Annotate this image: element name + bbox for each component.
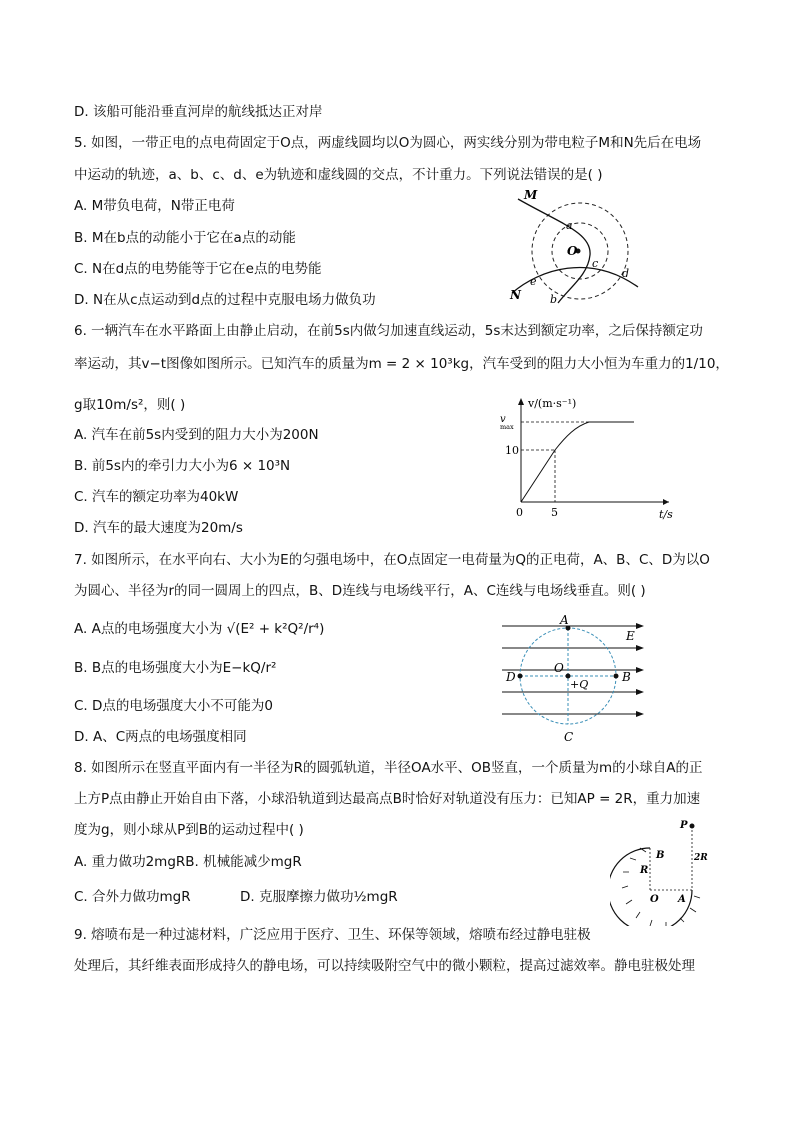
q6-option-d: D. 汽车的最大速度为20m/s — [74, 520, 243, 536]
tick-5: 5 — [551, 506, 558, 519]
label-a: A — [560, 614, 569, 627]
q5-stem-2: 中运动的轨迹，a、b、c、d、e为轨迹和虚线圆的交点，不计重力。下列说法错误的是( ) — [74, 167, 603, 183]
q6-option-a: A. 汽车在前5s内受到的阻力大小为200N — [74, 427, 319, 443]
q5-option-b: B. M在b点的动能小于它在a点的动能 — [74, 230, 296, 246]
q6-figure — [494, 392, 684, 522]
q5-option-c: C. N在d点的电势能等于它在e点的电势能 — [74, 261, 322, 277]
label-n: N — [510, 288, 521, 302]
arrow-3 — [636, 667, 644, 673]
q8-figure — [610, 818, 710, 926]
q9-stem-1: 9. 熔喷布是一种过滤材料，广泛应用于医疗、卫生、环保等领域，熔喷布经过静电驻极 — [74, 927, 591, 943]
tick-10: 10 — [505, 444, 519, 457]
q7-figure — [496, 614, 656, 746]
label-a: a — [566, 219, 573, 232]
v-t-curve — [521, 422, 634, 502]
q6-option-c: C. 汽车的额定功率为40kW — [74, 489, 239, 505]
point-b — [614, 674, 619, 679]
label-c: c — [592, 257, 599, 270]
q6-stem-3: g取10m/s²，则( ) — [74, 397, 186, 413]
arrow-5 — [636, 711, 644, 717]
y-axis-label: v/(m·s⁻¹) — [528, 397, 577, 410]
q7-option-b: B. B点的电场强度大小为E−kQ/r² — [74, 660, 277, 676]
q8-option-c: C. 合外力做功mgR — [74, 889, 191, 905]
label-e: E — [626, 629, 635, 643]
arrow-2 — [636, 645, 644, 651]
y-axis-arrow — [518, 398, 524, 405]
q5-stem-1: 5. 如图，一带正电的点电荷固定于O点，两虚线圆均以O为圆心，两实线分别为带电粒子M和N先后在电场 — [74, 135, 702, 151]
q9-stem-2: 处理后，其纤维表面形成持久的静电场，可以持续吸附空气中的微小颗粒，提高过滤效率。静电驻极处理 — [74, 958, 695, 974]
point-d — [518, 674, 523, 679]
q8-stem-3: 度为g，则小球从P到B的运动过程中( ) — [74, 822, 304, 838]
q7-option-a: A. A点的电场强度大小为 √(E² + k²Q²/r⁴) — [74, 621, 325, 637]
label-b: B — [656, 850, 665, 861]
vmax-label: v — [500, 414, 506, 425]
label-o: O — [650, 894, 659, 905]
q7-stem-1: 7. 如图所示，在水平向右、大小为E的匀强电场中，在O点固定一电荷量为Q的正电荷，A、B、C、D为以O — [74, 552, 710, 568]
q7-option-c: C. D点的电场强度大小不可能为0 — [74, 698, 273, 714]
x-axis-arrow — [663, 499, 669, 505]
arrow-1 — [636, 623, 644, 629]
q8-stem-1: 8. 如图所示在竖直平面内有一半径为R的圆弧轨道，半径OA水平、OB竖直，一个质量为m的小球自A的正 — [74, 760, 703, 776]
label-2r: 2R — [694, 853, 708, 863]
q6-stem-2: 率运动，其v−t图像如图所示。已知汽车的质量为m = 2 × 10³kg，汽车受到的阻力大小恒为车重力的1/10， — [74, 356, 729, 372]
label-d: D — [506, 670, 516, 684]
q6-stem-1: 6. 一辆汽车在水平路面上由静止启动，在前5s内做匀加速直线运动，5s末达到额定功率，之后保持额定功 — [74, 323, 703, 339]
q5-option-d: D. N在从c点运动到d点的过程中克服电场力做负功 — [74, 292, 376, 308]
label-o: O — [554, 661, 564, 675]
arc-track — [610, 848, 692, 926]
x-axis-label: t/s — [659, 508, 673, 521]
vmax-subscript: max — [500, 423, 514, 431]
q5-option-a: A. M带负电荷，N带正电荷 — [74, 198, 235, 214]
q6-option-b: B. 前5s内的牵引力大小为6 × 10³N — [74, 458, 291, 474]
option-d-q4: D. 该船可能沿垂直河岸的航线抵达正对岸 — [74, 104, 323, 120]
q7-option-d: D. A、C两点的电场强度相同 — [74, 729, 247, 745]
label-a: A — [678, 894, 686, 905]
q8-option-d: D. 克服摩擦力做功½mgR — [240, 889, 398, 905]
ball-p — [690, 824, 695, 829]
tick-0: 0 — [516, 506, 523, 519]
label-p: P — [680, 820, 688, 831]
label-o: O — [567, 244, 578, 258]
label-c: C — [564, 730, 574, 744]
label-b: b — [550, 293, 558, 305]
label-b: B — [622, 670, 631, 684]
label-r: R — [640, 865, 649, 876]
q8-stem-2: 上方P点由静止开始自由下落，小球沿轨道到达最高点B时恰好对轨道没有压力：已知AP = 2R，重力加速 — [74, 791, 701, 807]
label-m: M — [524, 188, 538, 202]
label-d: d — [622, 267, 630, 280]
label-q: +Q — [570, 678, 589, 691]
q8-option-ab: A. 重力做功2mgRB. 机械能减少mgR — [74, 854, 302, 870]
arrow-4 — [636, 689, 644, 695]
q7-stem-2: 为圆心、半径为r的同一圆周上的四点，B、D连线与电场线平行，A、C连线与电场线垂直。则( ) — [74, 583, 646, 599]
q5-figure — [500, 183, 650, 305]
label-e: e — [530, 275, 537, 288]
